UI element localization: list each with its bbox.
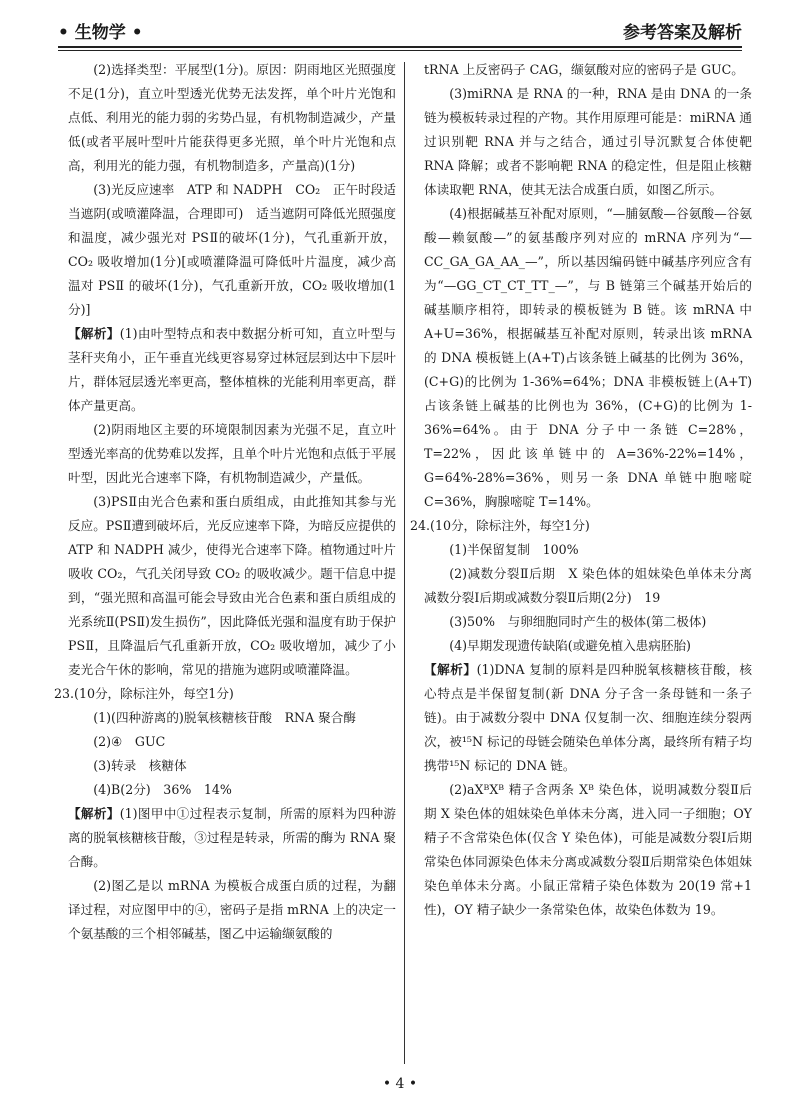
paragraph-text: 24.(10分，除标注外，每空1分)	[410, 518, 590, 533]
paragraph-text: (4)B(2分) 36% 14%	[93, 782, 232, 797]
analysis-label: 【解析】	[424, 662, 477, 677]
header-rule-thin	[58, 50, 742, 51]
analysis-label: 【解析】	[68, 326, 120, 341]
subject-label: • 生物学 •	[58, 23, 143, 43]
paragraph	[424, 202, 752, 514]
paragraph	[68, 322, 396, 418]
right-column	[410, 58, 765, 922]
paragraph	[424, 778, 752, 922]
paragraph-text: (2)aXᴮXᴮ 精子含两条 Xᴮ 染色体，说明减数分裂Ⅱ后期 X 染色体的姐妹染色单体未分离，进入同一子细胞；OY 精子不含常染色体(仅含 Y 染色体)，可能是减数分裂Ⅰ后期常染色体同源染色体未分离或减数分裂Ⅱ后期常染色体姐妹染色单体未分离。小鼠正常精子染色体数为 20(19 常+1 性)，OY 精子缺少一条常染色体，故染色体数为 19。	[424, 782, 752, 917]
paragraph-text: (3)转录 核糖体	[93, 758, 187, 773]
page-number: • 4 •	[382, 1076, 418, 1092]
paragraph	[68, 802, 396, 874]
paragraph-text: (1)由叶型特点和表中数据分析可知，直立叶型与茎秆夹角小，正午垂直光线更容易穿过林冠层到达中下层叶片，群体冠层透光率更高，整体植株的光能利用率更高，群体产量更高。	[68, 326, 397, 413]
paragraph-text: (1)DNA 复制的原料是四种脱氧核糖核苷酸，核心特点是半保留复制(新 DNA 分子含一条母链和一条子链)。由于减数分裂中 DNA 仅复制一次、细胞连续分裂两次，被¹⁵N 标记的母链会随染色单体分离，最终所有精子均携带¹⁵N 标记的 DNA 链。	[424, 662, 752, 773]
paragraph	[68, 754, 396, 778]
paragraph	[68, 874, 396, 946]
paragraph-text: (1)(四种游离的)脱氧核糖核苷酸 RNA 聚合酶	[93, 710, 356, 725]
left-column	[54, 58, 397, 946]
paragraph-text: (3)PSⅡ由光合色素和蛋白质组成，由此推知其参与光反应。PSⅡ遭到破坏后，光反应速率下降，为暗反应提供的 ATP 和 NADPH 减少，使得光合速率下降。植物通过叶片吸收 CO₂，气孔关闭导致 CO₂ 的吸收减少。题干信息中提到，“强光照和高温可能会导致由光合色素和蛋白质组成的光系统Ⅱ(PSⅡ)发生损伤”，因此降低光强和温度有助于保护 PSⅡ，且降温后气孔重新开放，CO₂ 吸收增加，减少了小麦光合午休的影响，常见的措施为遮阴或喷灌降温。	[68, 494, 396, 677]
paragraph	[68, 490, 396, 682]
paragraph-text: (2)减数分裂Ⅱ后期 X 染色体的姐妹染色单体未分离 减数分裂Ⅰ后期或减数分裂Ⅱ后期(2分) 19	[424, 566, 765, 605]
paragraph-text: (1)图甲中①过程表示复制，所需的原料为四种游离的脱氧核糖核苷酸，③过程是转录，所需的酶为 RNA 聚合酶。	[68, 806, 397, 869]
paragraph	[68, 178, 396, 322]
paragraph-text: tRNA 上反密码子 CAG，缬氨酸对应的密码子是 GUC。	[424, 62, 744, 77]
page-header	[58, 16, 742, 44]
paragraph-text: (1)半保留复制 100%	[449, 542, 579, 557]
paragraph-text: (2)图乙是以 mRNA 为模板合成蛋白质的过程，为翻译过程，对应图甲中的④，密码子是指 mRNA 上的决定一个氨基酸的三个相邻碱基，图乙中运输缬氨酸的	[68, 878, 396, 941]
analysis-label: 【解析】	[68, 806, 120, 821]
paragraph	[424, 658, 752, 778]
paragraph	[410, 514, 752, 538]
paragraph	[68, 706, 396, 730]
paragraph	[424, 58, 752, 82]
paragraph	[424, 610, 752, 634]
paragraph	[68, 58, 396, 178]
paragraph	[54, 682, 396, 706]
paragraph	[68, 418, 396, 490]
paragraph-text: (3)miRNA 是 RNA 的一种，RNA 是由 DNA 的一条链为模板转录过程的产物。其作用原理可能是：miRNA 通过识别靶 RNA 并与之结合，通过引导沉默复合体使靶 RNA 降解；或者不影响靶 RNA 的稳定性，但是阻止核糖体读取靶 RNA，使其无法合成蛋白质，如图乙所示。	[424, 86, 752, 197]
column-divider	[404, 62, 405, 1064]
header-title: 参考答案及解析	[623, 23, 742, 43]
paragraph-text: 23.(10分，除标注外，每空1分)	[54, 686, 234, 701]
paragraph-text: (3)光反应速率 ATP 和 NADPH CO₂ 正午时段适当遮阴(或喷灌降温，合理即可) 适当遮阴可降低光照强度和温度，减少强光对 PSⅡ的破坏(1分)，气孔重新开放，CO₂ 吸收增加(1分)[或喷灌降温可降低叶片温度，减少高温对 PSⅡ 的破坏(1分)，气孔重新开放，CO₂ 吸收增加(1分)]	[68, 182, 396, 317]
paragraph	[68, 778, 396, 802]
paragraph-text: (4)根据碱基互补配对原则，“—脯氨酸—谷氨酸—谷氨酸—赖氨酸—”的氨基酸序列对应的 mRNA 序列为“—CC_GA_GA_AA_—”，所以基因编码链中碱基序列应含有为“—GG_CT_CT_TT_—”，与 B 链第三个碱基开始后的碱基顺序相符，即转录的模板链为 B 链。该 mRNA 中 A+U=36%，根据碱基互补配对原则，转录出该 mRNA 的 DNA 模板链上(A+T)占该条链上碱基的比例为 36%，(C+G)的比例为 1-36%=64%；DNA 非模板链上(A+T)占该条链上碱基的比例也为 36%，(C+G)的比例为 1-36%=64%。由于 DNA 分子中一条链 C=28%，T=22%，因此该单链中的 A=36%-22%=14%，G=64%-28%=36%，则另一条 DNA 单链中胞嘧啶 C=36%，胸腺嘧啶 T=14%。	[424, 206, 752, 509]
paragraph	[424, 82, 752, 202]
paragraph	[424, 634, 752, 658]
paragraph-text: (2)阴雨地区主要的环境限制因素为光强不足，直立叶型透光率高的优势难以发挥，且单个叶片光饱和点低于平展叶型，因此光合速率下降，有机物制造减少，产量低。	[68, 422, 396, 485]
paragraph-text: (4)早期发现遗传缺陷(或避免植入患病胚胎)	[449, 638, 691, 653]
paragraph	[424, 562, 765, 610]
paragraph-text: (2)选择类型：平展型(1分)。原因：阴雨地区光照强度不足(1分)，直立叶型透光优势无法发挥，单个叶片光饱和点低、利用光的能力弱的劣势凸显，有机物制造减少，产量低(或者平展叶型叶片能获得更多光照，单个叶片光饱和点高，利用光的能力强，有机物制造多，产量高)(1分)	[68, 62, 396, 173]
paragraph	[68, 730, 396, 754]
paragraph	[424, 538, 752, 562]
paragraph-text: (3)50% 与卵细胞同时产生的极体(第二极体)	[449, 614, 707, 629]
header-rule-thick	[58, 46, 742, 48]
paragraph-text: (2)④ GUC	[93, 734, 166, 749]
